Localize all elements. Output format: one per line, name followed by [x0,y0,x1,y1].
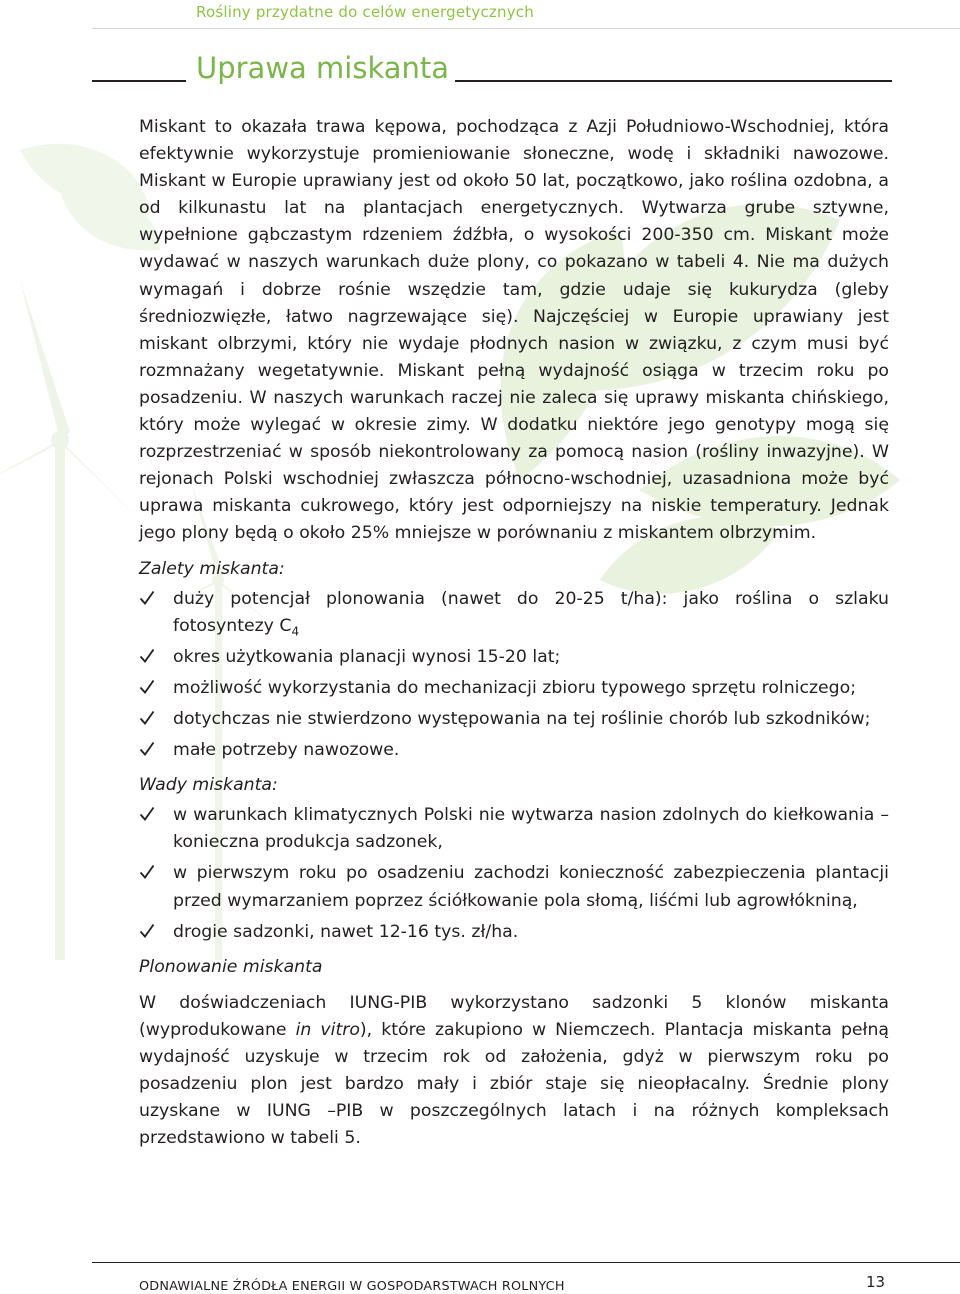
disadvantages-label: Wady miskanta: [139,775,278,796]
footer-publication-title: ODNAWIALNE ŹRÓDŁA ENERGII W GOSPODARSTWACH ROLNYCH [139,1279,565,1294]
subscript: 4 [291,624,300,639]
list-item-text: dotychczas nie stwierdzono występowania na tej roślinie chorób lub szkodników; [173,708,871,729]
advantages-label: Zalety miskanta: [139,558,285,579]
list-item [139,706,889,733]
list-item-text: drogie sadzonki, nawet 12-16 tys. zł/ha. [173,921,519,942]
main-content [139,114,889,1152]
planting-paragraph [139,990,889,1153]
check-icon [139,586,157,610]
title-rule-left [92,80,186,82]
list-item-text: duży potencjał plonowania (nawet do 20-25 t/ha): jako roślina o szlaku fotosyntezy C [173,588,889,636]
list-item-text: w warunkach klimatycznych Polski nie wytwarza nasion zdolnych do kiełkowania – konieczna produkcja sadzonek, [173,805,889,853]
list-item [139,919,889,946]
check-icon [139,644,157,668]
list-item-text: okres użytkowania planacji wynosi 15-20 lat; [173,646,561,667]
list-item [139,737,889,764]
intro-paragraph: Miskant to okazała trawa kępowa, pochodząca z Azji Południowo-Wschodniej, która efektywnie wykorzystuje promieniowanie słoneczne, wodę i składniki nawozowe. Miskant w Europie uprawiany jest od około 50 lat, początkowo, jako roślina ozdobna, a od kilkunastu lat na plantacjach energetycznych. Wytwarza grube sztywne, wypełnione gąbczastym rdzeniem źdźbła, o wysokości 200-350 cm. Miskant może wydawać w naszych warunkach duże plony, co pokazano w tabeli 4. Nie ma dużych wymagań i dobrze rośnie wszędzie tam, gdzie udaje się kukurydza (gleby średniozwięzłe, łatwo nagrzewające się). Najczęściej w Europie uprawiany jest miskant olbrzymi, który nie wydaje płodnych nasion w związku, z czym musi być rozmnażany wegetatywnie. Miskant pełną wydajność osiąga w trzecim roku po posadzeniu. W naszych warunkach raczej nie zaleca się uprawy miskanta chińskiego, który może wylegać w okresie zimy. W dodatku niektóre jego genotypy mogą się rozprzestrzeniać w sposób niekontrolowany za pomocą nasion (rośliny inwazyjne). W rejonach Polski wschodniej zwłaszcza północno-wschodniej, uzasadniona może być uprawa miskanta cukrowego, który jest odporniejszy na niskie temperatury. Jednak jego plony będą o około 25% mniejsze w porównaniu z miskantem olbrzymim. [139,117,889,544]
list-item-text: w pierwszym roku po osadzeniu zachodzi konieczność zabezpieczenia plantacji przed wymarzaniem poprzez ściółkowanie pola słomą, liśćmi lub agrowłókniną, [173,863,889,911]
list-item [139,860,889,914]
title-rule-right [455,80,892,82]
list-item [139,586,889,640]
page-number: 13 [866,1273,886,1291]
planting-text-italic: in vitro [295,1019,360,1040]
check-icon [139,919,157,943]
check-icon [139,737,157,761]
planting-text-end: ), które zakupiono w Niemczech. Plantacja miskanta pełną wydajność uzyskuje w trzecim rok od założenia, gdyż w pierwszym roku po posadzeniu plon jest bardzo mały i zbiór staje się nieopłacalny. Średnie plony uzyskane w IUNG –PIB w poszczególnych latach i na różnych kompleksach przedstawiono w tabeli 5. [139,1019,890,1149]
list-item-text: możliwość wykorzystania do mechanizacji zbioru typowego sprzętu rolniczego; [173,677,857,698]
planting-text-start: W doświadczeniach IUNG-PIB wykorzystano sadzonki 5 klonów miskanta (wyprodukowane [139,992,889,1040]
list-item-text: małe potrzeby nawozowe. [173,740,400,761]
list-item [139,675,889,702]
check-icon [139,675,157,699]
disadvantages-list [139,802,889,945]
planting-label: Plonowanie miskanta [139,956,323,977]
list-item [139,644,889,671]
running-header [92,0,960,29]
check-icon [139,706,157,730]
check-icon [139,860,157,884]
list-item [139,802,889,856]
page-title: Uprawa miskanta [196,51,450,85]
check-icon [139,802,157,826]
running-header-title: Rośliny przydatne do celów energetycznych [196,3,534,21]
advantages-list [139,586,889,765]
footer-rule [92,1262,960,1263]
